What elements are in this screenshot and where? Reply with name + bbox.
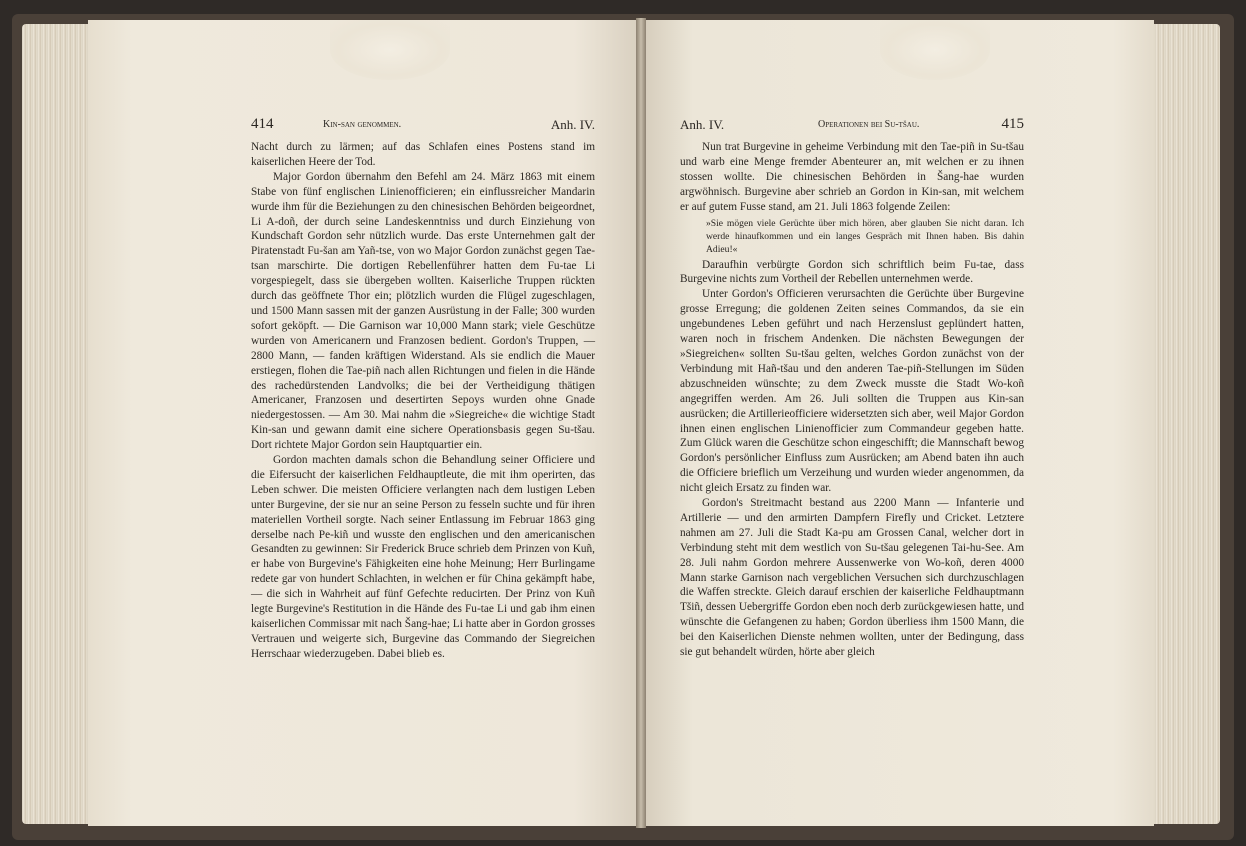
right-page-header [680, 116, 1024, 136]
page-edges-left [22, 24, 92, 824]
left-page-header [251, 116, 595, 136]
book-gutter [636, 18, 646, 828]
page-stain [330, 20, 450, 80]
page-number: 414 [251, 116, 274, 132]
paragraph: Daraufhin verbürgte Gordon sich schriftlich beim Fu-tae, dass Burgevine nichts zum Vortheil der Rebellen unternehmen werde. [680, 258, 1024, 286]
paragraph: Unter Gordon's Officieren verursachten die Gerüchte über Burgevine grosse Erregung; die goldenen Zeiten seines Commandos, da sie ein ungebundenes Leben geführt und nach Herzenslust geplündert hatten, waren noch in frischem Andenken. Die nächsten Bewegungen der »Siegreichen« sollten Su-tšau gelten, welches Gordon zunächst von der Verbindung mit Hañ-tšau und den anderen Tae-piñ-Stellungen im Süden abzuschneiden wünschte; zu dem Zweck musste die Stadt Wo-koñ angegriffen werden. Am 26. Juli sollten die Truppen aus Kin-san ausrücken; die Artillerieofficiere widersetzten sich aber, weil Major Gordon ihnen einen englischen Linienofficier zum Commandeur gegeben hatte. Zum Glück waren die Geschütze schon eingeschifft; die Mannschaft bewog Gordon's persönlicher Einfluss zum Ausrücken; am Abend baten ihn auch die Officiere brieflich um Verzeihung und wurden wieder angenommen, da nicht gleich Ersatz zu finden war. [680, 288, 1024, 495]
paragraph: Nun trat Burgevine in geheime Verbindung mit den Tae-piñ in Su-tšau und warb eine Menge fremder Abenteurer an, mit welchen er zu ihnen stossen wollte. Die chinesischen Behörden in Šang-hae wurden argwöhnisch. Burgevine aber schrieb an Gordon in Kin-san, mit welchem er auf gutem Fusse stand, am 21. Juli 1863 folgende Zeilen: [680, 141, 1024, 213]
page-edges-right [1150, 24, 1220, 824]
page-stain [880, 20, 990, 80]
paragraph: Nacht durch zu lärmen; auf das Schlafen eines Postens stand im kaiserlichen Heere der Tod. [251, 141, 595, 168]
right-page-text [680, 140, 1024, 660]
letter-quote: »Sie mögen viele Gerüchte über mich hören, aber glauben Sie nicht daran. Ich werde hinaufkommen und ein langes Gespräch mit Ihnen haben. Bis dahin Adieu!« [706, 217, 1024, 255]
paragraph: Major Gordon übernahm den Befehl am 24. März 1863 mit einem Stabe von fünf englischen Linienofficieren; ein einflussreicher Mandarin wurde ihm für die Beziehungen zu den chinesischen Behörden beigeordnet, Li A-doñ, der durch seine Landeskenntniss und durch Einziehung von Kundschaft Gordon sehr nützlich wurde. Das erste Unternehmen galt der Piratenstadt Fu-šan am Yañ-tse, von wo Major Gordon zunächst gegen Tae-tsan marschirte. Die dortigen Rebellenführer hatten dem Fu-tae Li vorgespiegelt, dass sie übergeben wollten. Kaiserliche Truppen rückten durch das geöffnete Thor ein; plötzlich wurden die Flügel zugeschlagen, und 1500 Mann sassen mit der ganzen Ausrüstung in der Falle; 300 wurden sofort geköpft. — Die Garnison war 10,000 Mann stark; viele Geschütze wurden von Americanern und Franzosen bedient. Gordon's Truppen, — 2800 Mann, — fanden kräftigen Widerstand. Als sie endlich die Mauer erstiegen, flohen die Tae-piñ nach allen Richtungen und fielen in die Hände des rachedürstenden Landvolks; die bei der Vertheidigung thätigen Americaner, Franzosen und desertirten Sepoys wurden ohne Gnade niedergestossen. — Am 30. Mai nahm die »Siegreiche« die wichtige Stadt Kin-san und gewann damit eine sichere Operationsbasis gegen Su-tšau. Dort richtete Major Gordon sein Hauptquartier ein. [251, 170, 595, 452]
running-title: Operationen bei Su-tšau. [818, 119, 920, 130]
section-label: Anh. IV. [550, 117, 595, 132]
paragraph: Gordon's Streitmacht bestand aus 2200 Mann — Infanterie und Artillerie — und den armirten Dampfern Firefly und Cricket. Letztere nahmen am 27. Juli die Stadt Ka-pu am Grossen Canal, welcher dort in Verbindung steht mit dem westlich von Su-tšau gelegenen Tai-hu-See. Am 28. Juli nahm Gordon mehrere Aussenwerke von Wo-koñ, deren 4000 Mann starke Garnison nach vergeblichen Versuchen sich durchzuschlagen die Waffen streckte. Gleich darauf erschien der kaiserliche Feldhauptmann Tšiñ, dessen Uebergriffe Gordon eben noch derb zurückgewiesen hatte, und wünschte die Gefangenen zu haben; Gordon überliess ihm 1500 Mann, die bei den Kaiserlichen Dienste nehmen wollten, unter der Bedingung, dass sie gut behandelt würden, hörte aber gleich [680, 497, 1024, 659]
paragraph: Gordon machten damals schon die Behandlung seiner Officiere und die Eifersucht der kaiserlichen Feldhauptleute, die mit ihm operirten, das Leben schwer. Die meisten Officiere verlangten nach dem lustigen Leben unter Burgevine, der sie nur an seine Person zu fesseln suchte und für ihren materiellen Vortheil sorgte. Nach seiner Entlassung im Februar 1863 ging derselbe nach Pe-kiñ und wusste den englischen und den americanischen Gesandten zu gewinnen: Sir Frederick Bruce schrieb dem Prinzen von Kuñ, er habe von Burgevine's Fähigkeiten eine hohe Meinung; Herr Burlingame redete gar von hundert Schlachten, in welchen er für China gekämpft habe, — die sich in Wahrheit auf fünf Gefechte reducirten. Der Prinz von Kuñ legte Burgevine's Restitution in die Hände des Fu-tae Li und gab ihm einen kaiserlichen Commissar mit nach Šang-hae; Li hatte aber in Gordon grosses Vertrauen und weigerte sich, Burgevine das Commando der Siegreichen Herrschaar wiederzugeben. Dabei blieb es. [251, 454, 595, 660]
page-number: 415 [1001, 116, 1024, 132]
running-title: Kin-san genommen. [323, 119, 402, 130]
left-page-text [251, 140, 595, 662]
section-label: Anh. IV. [680, 117, 725, 132]
